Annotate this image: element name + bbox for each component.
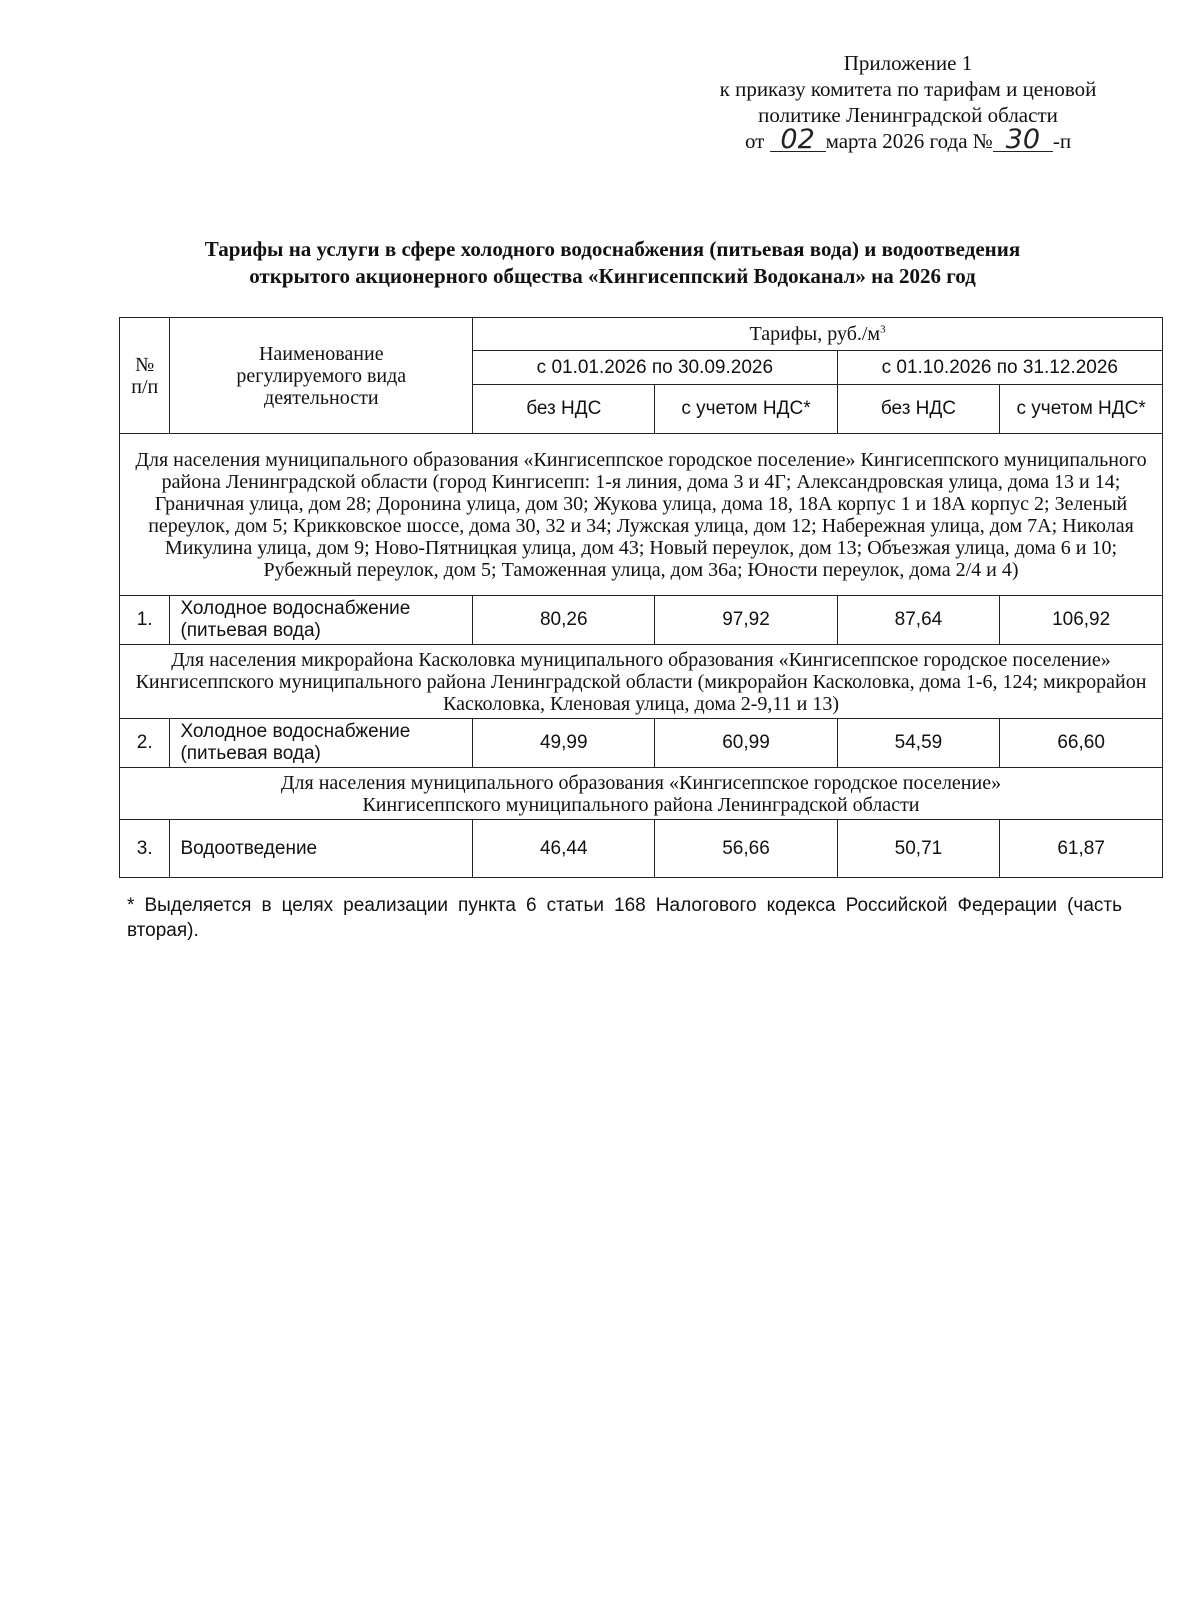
- row-1-num: 1.: [120, 596, 170, 645]
- header-p1-with-vat: с учетом НДС*: [655, 385, 837, 434]
- appendix-line-1: Приложение 1: [843, 51, 973, 75]
- table-row-1: [120, 596, 1163, 645]
- handwritten-day: 02: [770, 129, 826, 152]
- group-description-1: Для населения муниципального образования «Кингисеппское городское поселение» Кингисеппского муниципального района Ленинградской области (город Кингисепп: 1-я линия, дома 3 и 4Г; Александровская улица, дома 13 и 14; Граничная улица, дом 28; Доронина улица, дом 30; Жукова улица, дома 18, 18А корпус 1 и 18А корпус 2; Зеленый переулок, дом 5; Крикковское шоссе, дома 30, 32 и 34; Лужская улица, дом 12; Набережная улица, дом 7А; Николая Микулина улица, дом 9; Ново-Пятницкая улица, дом 43; Новый переулок, дом 13; Объезжая улица, дома 6 и 10; Рубежный переулок, дом 5; Таможенная улица, дом 36а; Юности переулок, дома 2/4 и 4): [120, 434, 1163, 596]
- row-1-name: Холодное водоснабжение (питьевая вода): [170, 596, 473, 645]
- appendix-date-line: [688, 124, 1128, 155]
- group-row-3: [120, 768, 1163, 820]
- row-2-p1-no-vat: 49,99: [473, 719, 655, 768]
- title-line-1: Тарифы на услуги в сфере холодного водоснабжения (питьевая вода) и водоотведения: [204, 237, 1021, 261]
- title-line-2: открытого акционерного общества «Кингисеппский Водоканал» на 2026 год: [249, 264, 976, 288]
- row-3-num: 3.: [120, 820, 170, 878]
- date-suffix: -п: [1052, 129, 1072, 153]
- header-tariffs: [473, 318, 1163, 351]
- row-2-num: 2.: [120, 719, 170, 768]
- document-title: [110, 236, 1115, 290]
- header-activity-name: Наименование регулируемого вида деятельности: [170, 318, 473, 434]
- table-row-2: [120, 719, 1163, 768]
- group-description-2: Для населения микрорайона Касколовка муниципального образования «Кингисеппское городское поселение» Кингисеппского муниципального района Ленинградской области (микрорайон Касколовка, дома 1-6, 124; микрорайон Касколовка, Кленовая улица, дома 2-9,11 и 13): [120, 645, 1163, 719]
- footnote: * Выделяется в целях реализации пункта 6 статьи 168 Налогового кодекса Российской Федерации (часть вторая).: [127, 895, 1122, 941]
- group-description-3: [120, 768, 1163, 820]
- header-row-1: [120, 318, 1163, 351]
- header-p1-no-vat: без НДС: [473, 385, 655, 434]
- date-middle: марта 2026 года №: [825, 129, 993, 153]
- row-3-p1-with-vat: 56,66: [655, 820, 837, 878]
- header-p2-with-vat: с учетом НДС*: [1000, 385, 1163, 434]
- header-num-pp: п/п: [131, 375, 159, 398]
- header-period-1: с 01.01.2026 по 30.09.2026: [473, 351, 837, 385]
- row-2-name: Холодное водоснабжение (питьевая вода): [170, 719, 473, 768]
- header-tariffs-label: Тарифы, руб./м: [749, 323, 881, 345]
- row-3-p2-with-vat: 61,87: [1000, 820, 1163, 878]
- appendix-line-2: к приказу комитета по тарифам и ценовой: [719, 77, 1097, 101]
- row-2-p2-no-vat: 54,59: [837, 719, 1000, 768]
- appendix-header: [688, 50, 1128, 154]
- header-tariffs-sup: 3: [880, 323, 886, 336]
- row-2-p2-with-vat: 66,60: [1000, 719, 1163, 768]
- header-period-2: с 01.10.2026 по 31.12.2026: [837, 351, 1162, 385]
- row-1-p1-no-vat: 80,26: [473, 596, 655, 645]
- group-description-3-line-1: Для населения муниципального образования «Кингисеппское городское поселение»: [280, 771, 1002, 794]
- group-row-2: [120, 645, 1163, 719]
- row-3-p1-no-vat: 46,44: [473, 820, 655, 878]
- group-row-1: [120, 434, 1163, 596]
- header-num-symbol: №: [135, 353, 155, 376]
- handwritten-order-number: 30: [993, 129, 1053, 152]
- appendix-line-3: политике Ленинградской области: [758, 103, 1058, 127]
- header-num: [120, 318, 170, 434]
- header-p2-no-vat: без НДС: [837, 385, 1000, 434]
- tariffs-table: [119, 317, 1163, 878]
- row-1-p1-with-vat: 97,92: [655, 596, 837, 645]
- date-prefix: от: [744, 129, 765, 153]
- row-1-p2-no-vat: 87,64: [837, 596, 1000, 645]
- table-row-3: [120, 820, 1163, 878]
- group-description-3-line-2: Кингисеппского муниципального района Ленинградской области: [362, 793, 920, 816]
- row-3-p2-no-vat: 50,71: [837, 820, 1000, 878]
- row-1-p2-with-vat: 106,92: [1000, 596, 1163, 645]
- row-2-p1-with-vat: 60,99: [655, 719, 837, 768]
- row-3-name: Водоотведение: [170, 820, 473, 878]
